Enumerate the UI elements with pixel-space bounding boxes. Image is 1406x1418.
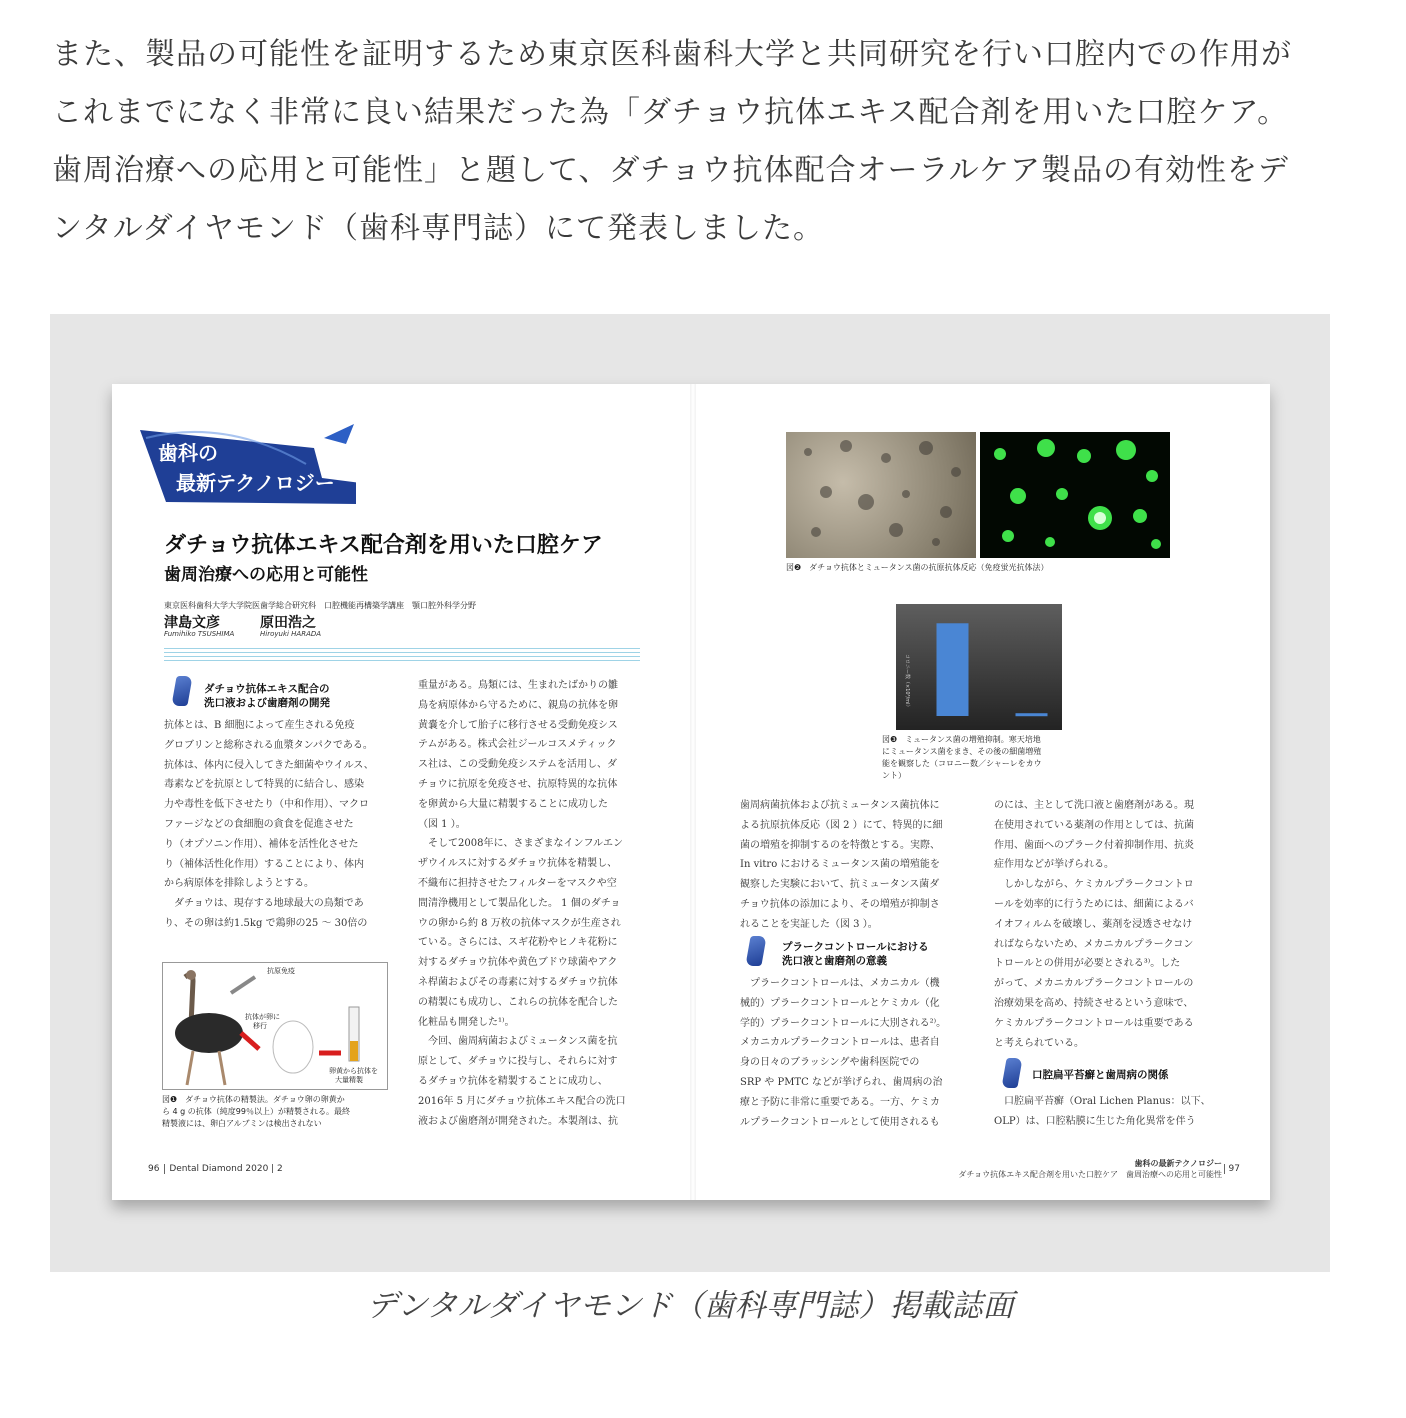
ostrich-illustration [175,970,243,1085]
section-2-heading: プラークコントロールにおける 洗口液と歯磨剤の意義 [782,941,929,967]
figure-2-caption: 図❷ ダチョウ抗体とミュータンス菌の抗原抗体反応（免疫蛍光抗体法） [786,563,1049,572]
column-1: 抗体とは、B 細胞によって産生される免疫 グロブリンと総称される血漿タンパクである。 抗体は、体内に侵入してきた細菌やウイルス、 毒素などを抗原として特異的に結合し、感染 力や毒性を低下させたり（中和作用）、マクロ ファージなどの食細胞の貪食を促進させた り（オプソニン作用）、補体を活性化させた り（補体活性化作用）することにより、体内 から病原体を排除しようとする。 ダチョウは、現存する地球最大の鳥類であ り、その卵は約1.5kg で鶏卵の25 ～ 30倍の [164,720,374,929]
author-1-name: 津島文彦 [164,615,220,631]
figure-3-caption: 図❸ ミュータンス菌の増殖抑制。寒天培地 にミュータンス菌をまき、その後の細菌増殖 能を観察した（コロニー数／シャーレをカウ ント） [882,735,1042,780]
column-3: 歯周病菌抗体および抗ミュータンス菌抗体に よる抗原抗体反応（図 2 ）にて、特異的に細 菌の増殖を抑制するのを特徴とする。実際、 In vitro におけるミュータンス菌の増殖能を 観察した実験において、抗ミュータンス菌ダ チョウ抗体の添加により、その増殖が抑制さ れることを実証した（図 3 ）。 [740,800,943,930]
author-1-roman: Fumihiko TSUSHIMA [164,630,235,638]
column-4b: 口腔扁平苔癬（Oral Lichen Planus：以下、 OLP）は、口腔粘膜に生じた角化異常を伴う [994,1096,1211,1127]
section-marker-icon [1001,1058,1022,1088]
banner-line1: 歯科の [158,441,218,465]
label-purify2: 大量精製 [335,1076,363,1084]
magazine-spine [690,384,696,1200]
figure-caption: デンタルダイヤモンド（歯科専門誌）掲載誌面 [366,1288,1014,1324]
column-4: のには、主として洗口液と歯磨剤がある。現 在使用されている薬剤の作用としては、抗菌 作用、歯面へのプラーク付着抑制作用、抗炎 症作用などが挙げられる。 しかしながら、ケミカルプラークコントロ ールを効率的に行うためには、細菌によるバ イオフィルムを破壊し、薬剤を浸透させなけ ればならないため、メカニカルプラークコン トロールとの併用が必要とされる³⁾。した がって、メカニカルプラークコントロールの 治療効果を高め、持続させるという意味で、 ケミカルプラークコントロールは重要である と考えられている。 [994,800,1194,1049]
affiliation: 東京医科歯科大学大学院医歯学総合研究科 口腔機能再構築学講座 顎口腔外科学分野 [164,601,476,610]
syringe-icon [231,977,255,993]
section-marker-icon [171,676,192,706]
article-subtitle: 歯周治療への応用と可能性 [164,565,368,585]
label-transfer: 抗体が卵に [245,1013,280,1021]
intro-line: これまでになく非常に良い結果だった為「ダチョウ抗体エキス配合剤を用いた口腔ケア。 [52,95,1289,130]
column-3b: プラークコントロールは、メカニカル（機 械的）プラークコントロールとケミカル（化 学的）プラークコントロールに大別される²⁾。 メカニカルプラークコントロールは、患者自 身の日々のブラッシングや歯科医院での SRP や PMTC などが挙げられ、歯周病の治 療と予防に非常に重要である。一方、ケミカ ルプラークコントロールとして使用されるも [740,978,947,1128]
section-marker-icon [745,936,766,966]
label-antigen: 抗原免疫 [267,967,295,975]
footer-left-text: Dental Diamond 2020 | 2 [164,1164,282,1174]
column-2: 重量がある。鳥類には、生まれたばかりの雛 鳥を病原体から守るために、親鳥の抗体を卵 黄嚢を介して胎子に移行させる受動免疫シス テムがある。株式会社ジールコスメティック ス社は、この受動免疫システムを活用し、ダ チョウに抗原を免疫させ、抗原特異的な抗体 を卵黄から大量に精製することに成功した （図 1 ）。 そして2008年に、さまざまなインフルエン ザウイルスに対するダチョウ抗体を精製し、 不織布に担持させたフィルターをマスクや空 間清浄機用として製品化した。 1 個のダチョ ウの卵から約 8 万枚の抗体マスクが生産され ている。さらには、スギ花粉やヒノキ花粉に 対するダチョウ抗体や黄色ブドウ球菌やアク ネ桿菌およびその毒素に対するダチョウ抗体 の精製にも成功し、これらの抗体を配合した 化粧品も開発した¹⁾。 今回、歯周病菌およびミュータンス菌を抗 原として、ダチョウに投与し、それらに対す るダチョウ抗体を精製することに成功し、 2016年 5 月にダチョウ抗体エキス配合の洗口 液および歯磨剤が開発された。本製剤は、抗 [418,680,626,1127]
figure-1-caption: 図❶ ダチョウ抗体の精製法。ダチョウ卵の卵黄か ら 4 g の抗体（純度99％以上）が精製される。最終 精製液には、卵白アルブミンは検出されない [162,1095,350,1128]
page-number-left: 96 [148,1164,160,1174]
technology-banner [136,408,356,506]
footer-right-line2: ダチョウ抗体エキス配合剤を用いた口腔ケア 歯周治療への応用と可能性 [958,1170,1222,1179]
title-rules [164,648,640,664]
intro-paragraph [52,26,1352,258]
micro-image-fluorescent [980,432,1170,558]
chart-bar-antibody [1016,713,1048,716]
section-3-heading: 口腔扁平苔癬と歯周病の関係 [1032,1069,1169,1081]
banner-line2: 最新テクノロジー [176,471,335,495]
footer-left [148,1164,283,1174]
figure-3-bar-chart [896,604,1062,730]
footer-right-line1: 歯科の最新テクノロジー [1134,1159,1222,1168]
footer-right [958,1158,1222,1180]
article-title: ダチョウ抗体エキス配合剤を用いた口腔ケア [164,533,603,558]
magazine-spread [112,384,1270,1200]
intro-line: ンタルダイヤモンド（歯科専門誌）にて発表しました。 [52,211,824,246]
label-purify: 卵黄から抗体を [329,1067,378,1075]
intro-line: 歯周治療への応用と可能性」と題して、ダチョウ抗体配合オーラルケア製品の有効性をデ [52,153,1289,188]
intro-line: また、製品の可能性を証明するため東京医科歯科大学と共同研究を行い口腔内での作用が [52,37,1292,72]
egg-illustration [273,1021,313,1073]
author-2-roman: Hiroyuki HARADA [260,630,322,638]
micro-image-brightfield [786,432,976,558]
chart-y-label: コロニー数（×10³/ml） [904,654,910,710]
author-2-name: 原田浩之 [260,615,316,631]
chart-bar-control [937,623,969,716]
figure-1-purification-diagram [162,962,388,1090]
arrow-icon [241,1033,259,1049]
label-transfer2: 移行 [253,1022,267,1030]
section-1-heading: ダチョウ抗体エキス配合の 洗口液および歯磨剤の開発 [204,683,330,709]
page-number-right: 97 [1224,1164,1240,1174]
